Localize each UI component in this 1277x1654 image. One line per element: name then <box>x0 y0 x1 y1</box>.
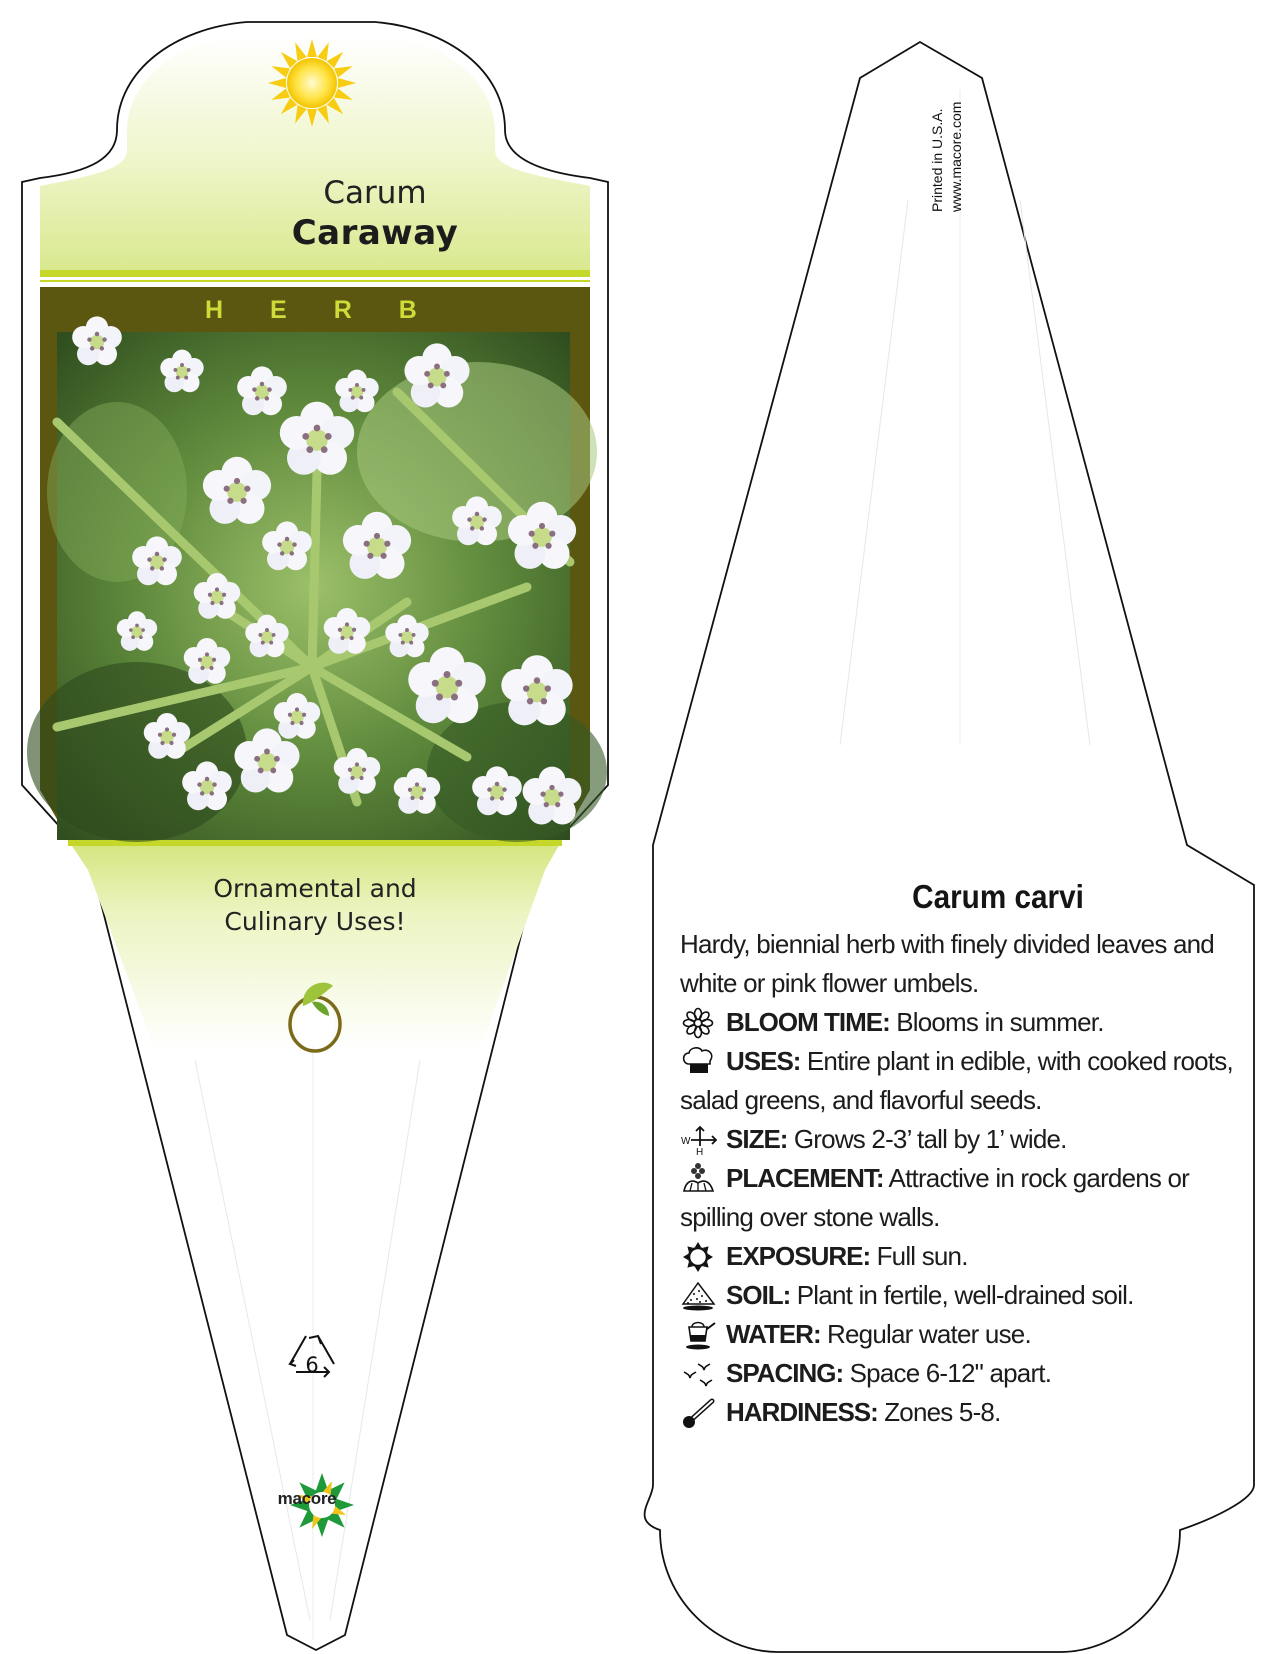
soil-icon <box>680 1280 718 1312</box>
info-label: SPACING: <box>726 1358 844 1388</box>
thermometer-icon <box>680 1397 718 1429</box>
info-spacing <box>680 1354 1260 1393</box>
watering-can-icon <box>680 1319 718 1351</box>
tagline-line2: Culinary Uses! <box>224 907 406 936</box>
info-text: Entire plant in edible, with cooked roots, salad greens, and flavorful seeds. <box>680 1046 1233 1115</box>
care-info <box>680 925 1260 1432</box>
printed-line1: Printed in U.S.A. <box>929 108 945 212</box>
info-label: SOIL: <box>726 1280 791 1310</box>
info-text: Full sun. <box>870 1241 968 1271</box>
tagline-line1: Ornamental and <box>213 874 417 903</box>
tagline <box>170 872 460 938</box>
info-text: Space 6-12" apart. <box>843 1358 1052 1388</box>
info-label: EXPOSURE: <box>726 1241 871 1271</box>
info-text: Plant in fertile, well-drained soil. <box>790 1280 1134 1310</box>
size-icon <box>680 1124 718 1156</box>
svg-text:W: W <box>681 1136 690 1147</box>
info-exposure <box>680 1237 1260 1276</box>
info-text: Zones 5-8. <box>877 1397 1001 1427</box>
info-soil <box>680 1276 1260 1315</box>
info-placement <box>680 1159 1260 1237</box>
botanical-name: Carum carvi <box>912 878 1084 915</box>
placement-icon <box>680 1161 718 1193</box>
sun-icon <box>680 1241 718 1273</box>
info-text: Attractive in rock gardens or spilling over stone walls. <box>680 1163 1190 1232</box>
printed-notice <box>929 52 964 212</box>
info-water <box>680 1315 1260 1354</box>
description: Hardy, biennial herb with finely divided leaves and white or pink flower umbels. <box>680 929 1214 998</box>
info-size <box>680 1120 1260 1159</box>
front-common-name: Caraway <box>291 213 459 253</box>
info-hardiness <box>680 1393 1260 1432</box>
printed-line2: www.macore.com <box>948 101 964 212</box>
info-text: Blooms in summer. <box>889 1007 1104 1037</box>
full-sun-icon <box>268 39 356 127</box>
info-label: BLOOM TIME: <box>726 1007 890 1037</box>
recycle-number: 6 <box>305 1353 319 1377</box>
info-label: SIZE: <box>726 1124 788 1154</box>
brand-name: macore <box>277 1489 337 1508</box>
info-text: Grows 2-3’ tall by 1’ wide. <box>787 1124 1067 1154</box>
spacing-icon <box>680 1358 718 1390</box>
info-text: Regular water use. <box>820 1319 1031 1349</box>
info-label: WATER: <box>726 1319 821 1349</box>
svg-text:H: H <box>696 1147 703 1156</box>
front-genus-name: Carum <box>323 175 427 211</box>
chef-hat-icon <box>680 1044 718 1076</box>
flower-icon <box>680 1007 718 1039</box>
category-label: HERB <box>205 296 464 324</box>
info-label: USES: <box>726 1046 801 1076</box>
info-label: PLACEMENT: <box>726 1163 884 1193</box>
plant-photo <box>27 316 607 842</box>
info-label: HARDINESS: <box>726 1397 878 1427</box>
info-bloom-time <box>680 1003 1260 1042</box>
info-uses <box>680 1042 1260 1120</box>
